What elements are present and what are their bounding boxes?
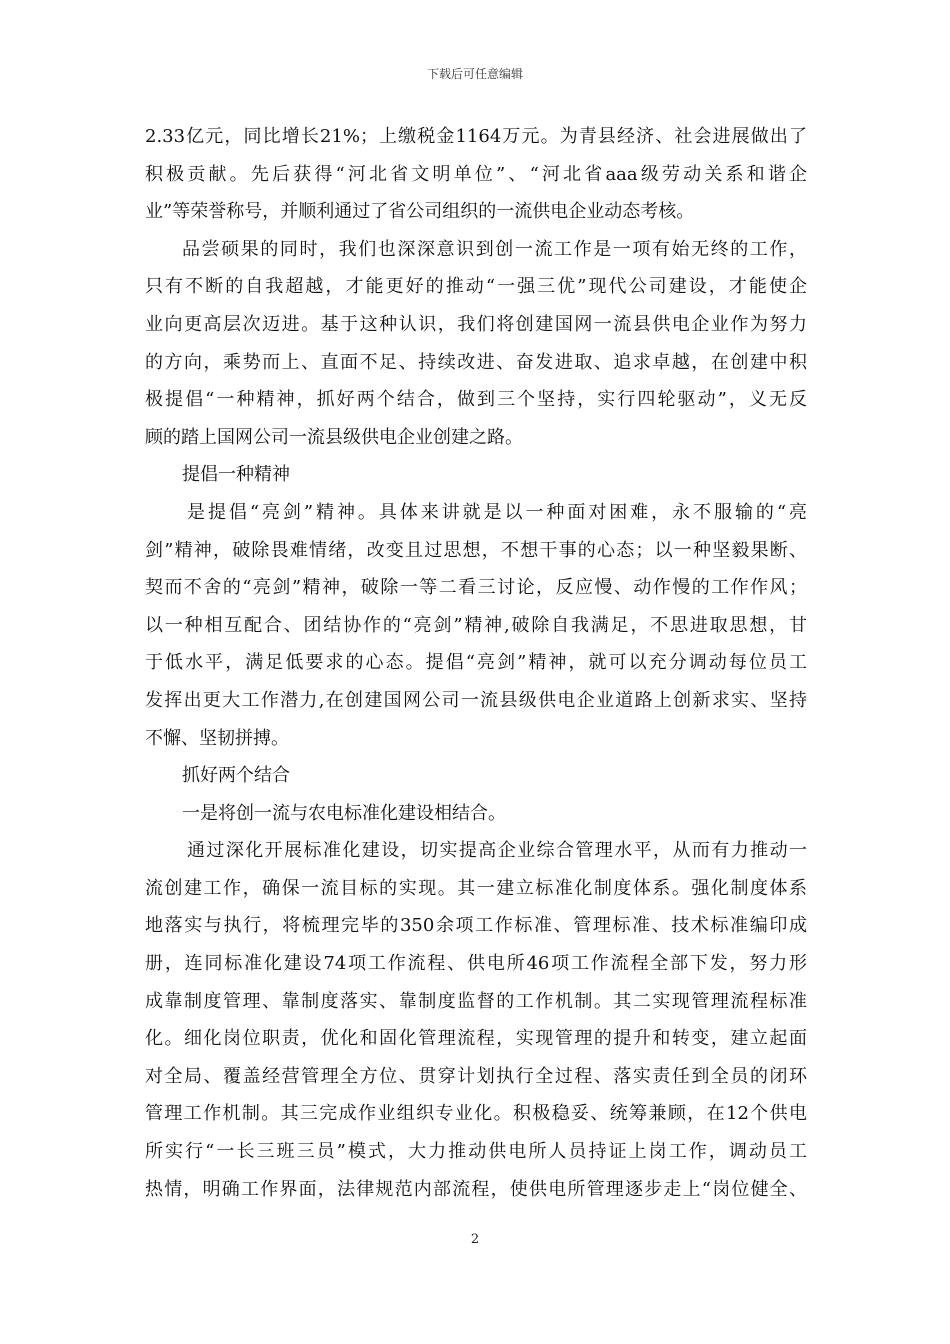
body-line: 的方向，乘势而上、直面不足、持续改进、奋发进取、追求卓越，在创建中积 xyxy=(145,351,807,373)
section-heading: 抓好两个结合 xyxy=(182,765,290,787)
page-number: 2 xyxy=(470,1232,480,1247)
body-line: 成靠制度管理、靠制度落实、靠制度监督的工作机制。其二实现管理流程标准 xyxy=(145,990,807,1012)
section-heading: 提倡一种精神 xyxy=(182,464,290,486)
body-line: 品尝硕果的同时，我们也深深意识到创一流工作是一项有始无终的工作， xyxy=(182,238,807,260)
body-line: 地落实与执行，将梳理完毕的350余项工作标准、管理标准、技术标准编印成 xyxy=(145,915,807,937)
body-line: 是提倡“亮剑”精神。具体来讲就是以一种面对困难，永不服输的“亮 xyxy=(187,501,807,523)
body-line: 于低水平，满足低要求的心态。提倡“亮剑”精神，就可以充分调动每位员工 xyxy=(145,652,807,674)
page-header: 下载后可任意编辑 xyxy=(426,67,523,81)
body-line: 2.33亿元，同比增长21%；上缴税金1164万元。为青县经济、社会进展做出了 xyxy=(145,126,807,147)
body-line: 册，连同标准化建设74项工作流程、供电所46项工作流程全部下发，努力形 xyxy=(145,953,807,975)
body-line: 管理工作机制。其三完成作业组织专业化。积极稳妥、统筹兼顾，在12个供电 xyxy=(145,1103,807,1125)
body-line: 极提倡“一种精神，抓好两个结合，做到三个坚持，实行四轮驱动”，义无反 xyxy=(145,389,807,411)
body-line: 业向更高层次迈进。基于这种认识，我们将创建国网一流县供电企业作为努力 xyxy=(145,313,807,335)
body-line: 业”等荣誉称号，并顺利通过了省公司组织的一流供电企业动态考核。 xyxy=(145,201,695,223)
subsection-heading: 一是将创一流与农电标准化建设相结合。 xyxy=(182,802,506,824)
body-line: 契而不舍的“亮剑”精神，破除一等二看三讨论，反应慢、动作慢的工作作风； xyxy=(145,577,807,599)
body-line: 只有不断的自我超越，才能更好的推动“一强三优”现代公司建设，才能使企 xyxy=(145,276,807,298)
body-line: 通过深化开展标准化建设，切实提高企业综合管理水平，从而有力推动一 xyxy=(187,840,807,862)
body-line: 化。细化岗位职责，优化和固化管理流程，实现管理的提升和转变，建立起面 xyxy=(145,1028,807,1050)
body-line: 顾的踏上国网公司一流县级供电企业创建之路。 xyxy=(145,426,523,448)
body-line: 以一种相互配合、团结协作的“亮剑”精神,破除自我满足，不思进取思想，甘 xyxy=(145,614,807,636)
body-line: 剑”精神，破除畏难情绪，改变且过思想，不想干事的心态；以一种坚毅果断、 xyxy=(145,539,807,561)
document-body xyxy=(145,118,807,1208)
body-line: 所实行“一长三班三员”模式，大力推动供电所人员持证上岗工作，调动员工 xyxy=(145,1141,807,1163)
body-line: 流创建工作，确保一流目标的实现。其一建立标准化制度体系。强化制度体系 xyxy=(145,877,807,899)
body-line: 发挥出更大工作潜力,在创建国网公司一流县级供电企业道路上创新求实、坚持 xyxy=(145,689,807,711)
body-line: 对全局、覆盖经营管理全方位、贯穿计划执行全过程、落实责任到全员的闭环 xyxy=(145,1065,807,1087)
body-line: 不懈、坚韧拼搏。 xyxy=(145,727,289,749)
body-line: 热情，明确工作界面，法律规范内部流程，使供电所管理逐步走上“岗位健全、 xyxy=(145,1178,807,1200)
body-line: 积极贡献。先后获得“河北省文明单位”、“河北省aaa级劳动关系和谐企 xyxy=(145,163,807,185)
